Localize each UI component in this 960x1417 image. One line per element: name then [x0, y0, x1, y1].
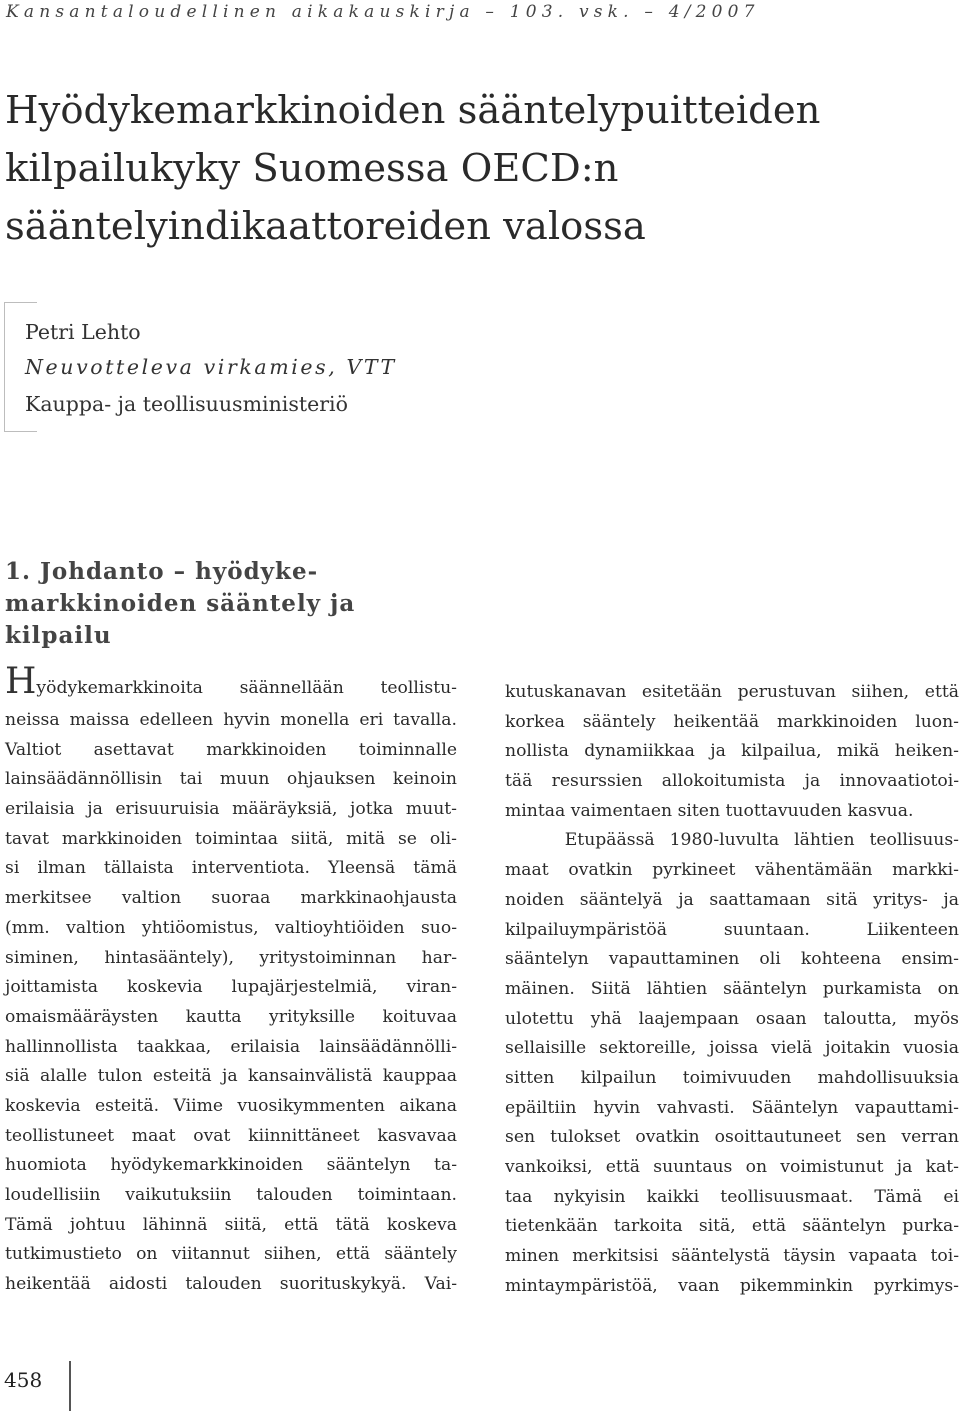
text-line: vankoiksi, että suuntaus on voimistunut ja kat-	[505, 1157, 959, 1177]
first-line-text: yödykemarkkinoita säännellään teollistu-	[36, 678, 457, 698]
author-name: Petri Lehto	[25, 320, 141, 344]
section-heading	[5, 556, 355, 652]
text-line: sääntelyn vapauttaminen oli kohteena ensim-	[505, 949, 959, 970]
text-line: ulotettu yhä laajempaan osaan taloutta, myös	[505, 1008, 959, 1029]
text-line: sen tulokset ovatkin osoittautuneet sen verran	[505, 1127, 959, 1148]
text-line: neissa maissa edelleen hyvin monella eri tavalla.	[5, 710, 457, 730]
text-line: kutuskanavan esitetään perustuvan siihen, että	[505, 682, 959, 702]
text-line: Valtiot asettavat markkinoiden toiminnalle	[5, 739, 457, 760]
text-line: Tämä johtuu lähinnä siitä, että tätä koskeva	[5, 1214, 457, 1235]
text-line: epäiltiin hyvin vahvasti. Sääntelyn vapauttami-	[505, 1097, 959, 1118]
text-line: erilaisia ja erisuuruisia määräyksiä, jotka muut-	[5, 799, 457, 820]
author-role: Neuvotteleva virkamies, VTT	[25, 355, 397, 379]
text-line: kilpailuympäristöä suuntaan. Liikenteen	[505, 919, 959, 940]
first-paragraph-line	[5, 662, 457, 706]
text-line: noiden sääntelyä ja saattamaan sitä yritys- ja	[505, 889, 959, 910]
title-line: kilpailukyky Suomessa OECD:n	[5, 146, 619, 191]
text-line: koskevia esteitä. Viime vuosikymmenten aikana	[5, 1095, 457, 1116]
drop-cap: H	[5, 661, 37, 702]
section-heading-line: kilpailu	[5, 622, 112, 649]
title-line: sääntelyindikaattoreiden valossa	[5, 204, 646, 249]
text-line: siä alalle tulon esteitä ja kansainvälistä kauppaa	[5, 1066, 457, 1087]
text-line: sitten kilpailun toimivuuden mahdollisuuksia	[505, 1067, 959, 1088]
text-line: (mm. valtion yhtiöomistus, valtioyhtiöiden suo-	[5, 917, 457, 938]
text-line: korkea sääntely heikentää markkinoiden luon-	[505, 711, 959, 732]
text-line: Etupäässä 1980-luvulta lähtien teollisuus-	[505, 830, 959, 851]
text-line: hallinnollista taakkaa, erilaisia lainsäädännölli-	[5, 1036, 457, 1057]
text-line: sellaisille sektoreille, joissa vielä joitakin vuosia	[505, 1038, 959, 1059]
text-line: maat ovatkin pyrkineet vähentämään markki-	[505, 860, 959, 881]
text-line: heikentää aidosti talouden suorituskykyä. Vai-	[5, 1274, 457, 1295]
text-line: tietenkään tarkoita sitä, että sääntelyn purka-	[505, 1216, 959, 1237]
text-line: loudellisiin vaikutuksiin talouden toimintaan.	[5, 1185, 457, 1205]
section-heading-line: 1. Johdanto – hyödyke-	[5, 558, 319, 585]
section-heading-line: markkinoiden sääntely ja	[5, 590, 356, 617]
title-line: Hyödykemarkkinoiden sääntelypuitteiden	[5, 88, 821, 133]
text-line: siminen, hintasääntely), yritystoiminnan har-	[5, 947, 457, 968]
text-line: nollista dynamiikkaa ja kilpailua, mikä heiken-	[505, 741, 959, 762]
article-title	[5, 82, 945, 256]
text-line: omaismääräysten kautta yrityksille koituvaa	[5, 1006, 457, 1027]
footer-rule	[69, 1361, 71, 1411]
text-line: mintaympäristöä, vaan pikemminkin pyrkimys-	[505, 1275, 959, 1296]
text-line: lainsäädännöllisin tai muun ohjauksen keinoin	[5, 769, 457, 790]
text-line: huomiota hyödykemarkkinoiden sääntelyn ta-	[5, 1155, 457, 1176]
text-line: mintaa vaimentaen siten tuottavuuden kasvua.	[505, 800, 914, 821]
text-line: joittamista koskevia lupajärjestelmiä, viran-	[5, 977, 457, 998]
text-line: tutkimustieto on viitannut siihen, että sääntely	[5, 1244, 457, 1265]
page-number: 458	[4, 1368, 43, 1392]
text-line: merkitsee valtion suoraa markkinaohjausta	[5, 888, 457, 909]
text-line: teollistuneet maat ovat kiinnittäneet kasvavaa	[5, 1125, 457, 1146]
running-header: Kansantaloudellinen aikakauskirja – 103. vsk. – 4/2007	[6, 2, 760, 22]
author-organization: Kauppa- ja teollisuusministeriö	[25, 392, 348, 416]
text-line: tavat markkinoiden toimintaa siitä, mitä se oli-	[5, 828, 457, 849]
text-line: taa nykyisin kaikki teollisuusmaat. Tämä ei	[505, 1186, 959, 1207]
right-column	[505, 678, 959, 1301]
text-line: mäinen. Siitä lähtien sääntelyn purkamista on	[505, 978, 959, 999]
text-line: tää resurssien allokoitumista ja innovaatiotoi-	[505, 771, 959, 792]
text-line: si ilman tällaista interventiota. Yleensä tämä	[5, 858, 457, 879]
left-column	[5, 662, 457, 1300]
text-line: minen merkitsisi sääntelystä täysin vapaata toi-	[505, 1246, 959, 1267]
